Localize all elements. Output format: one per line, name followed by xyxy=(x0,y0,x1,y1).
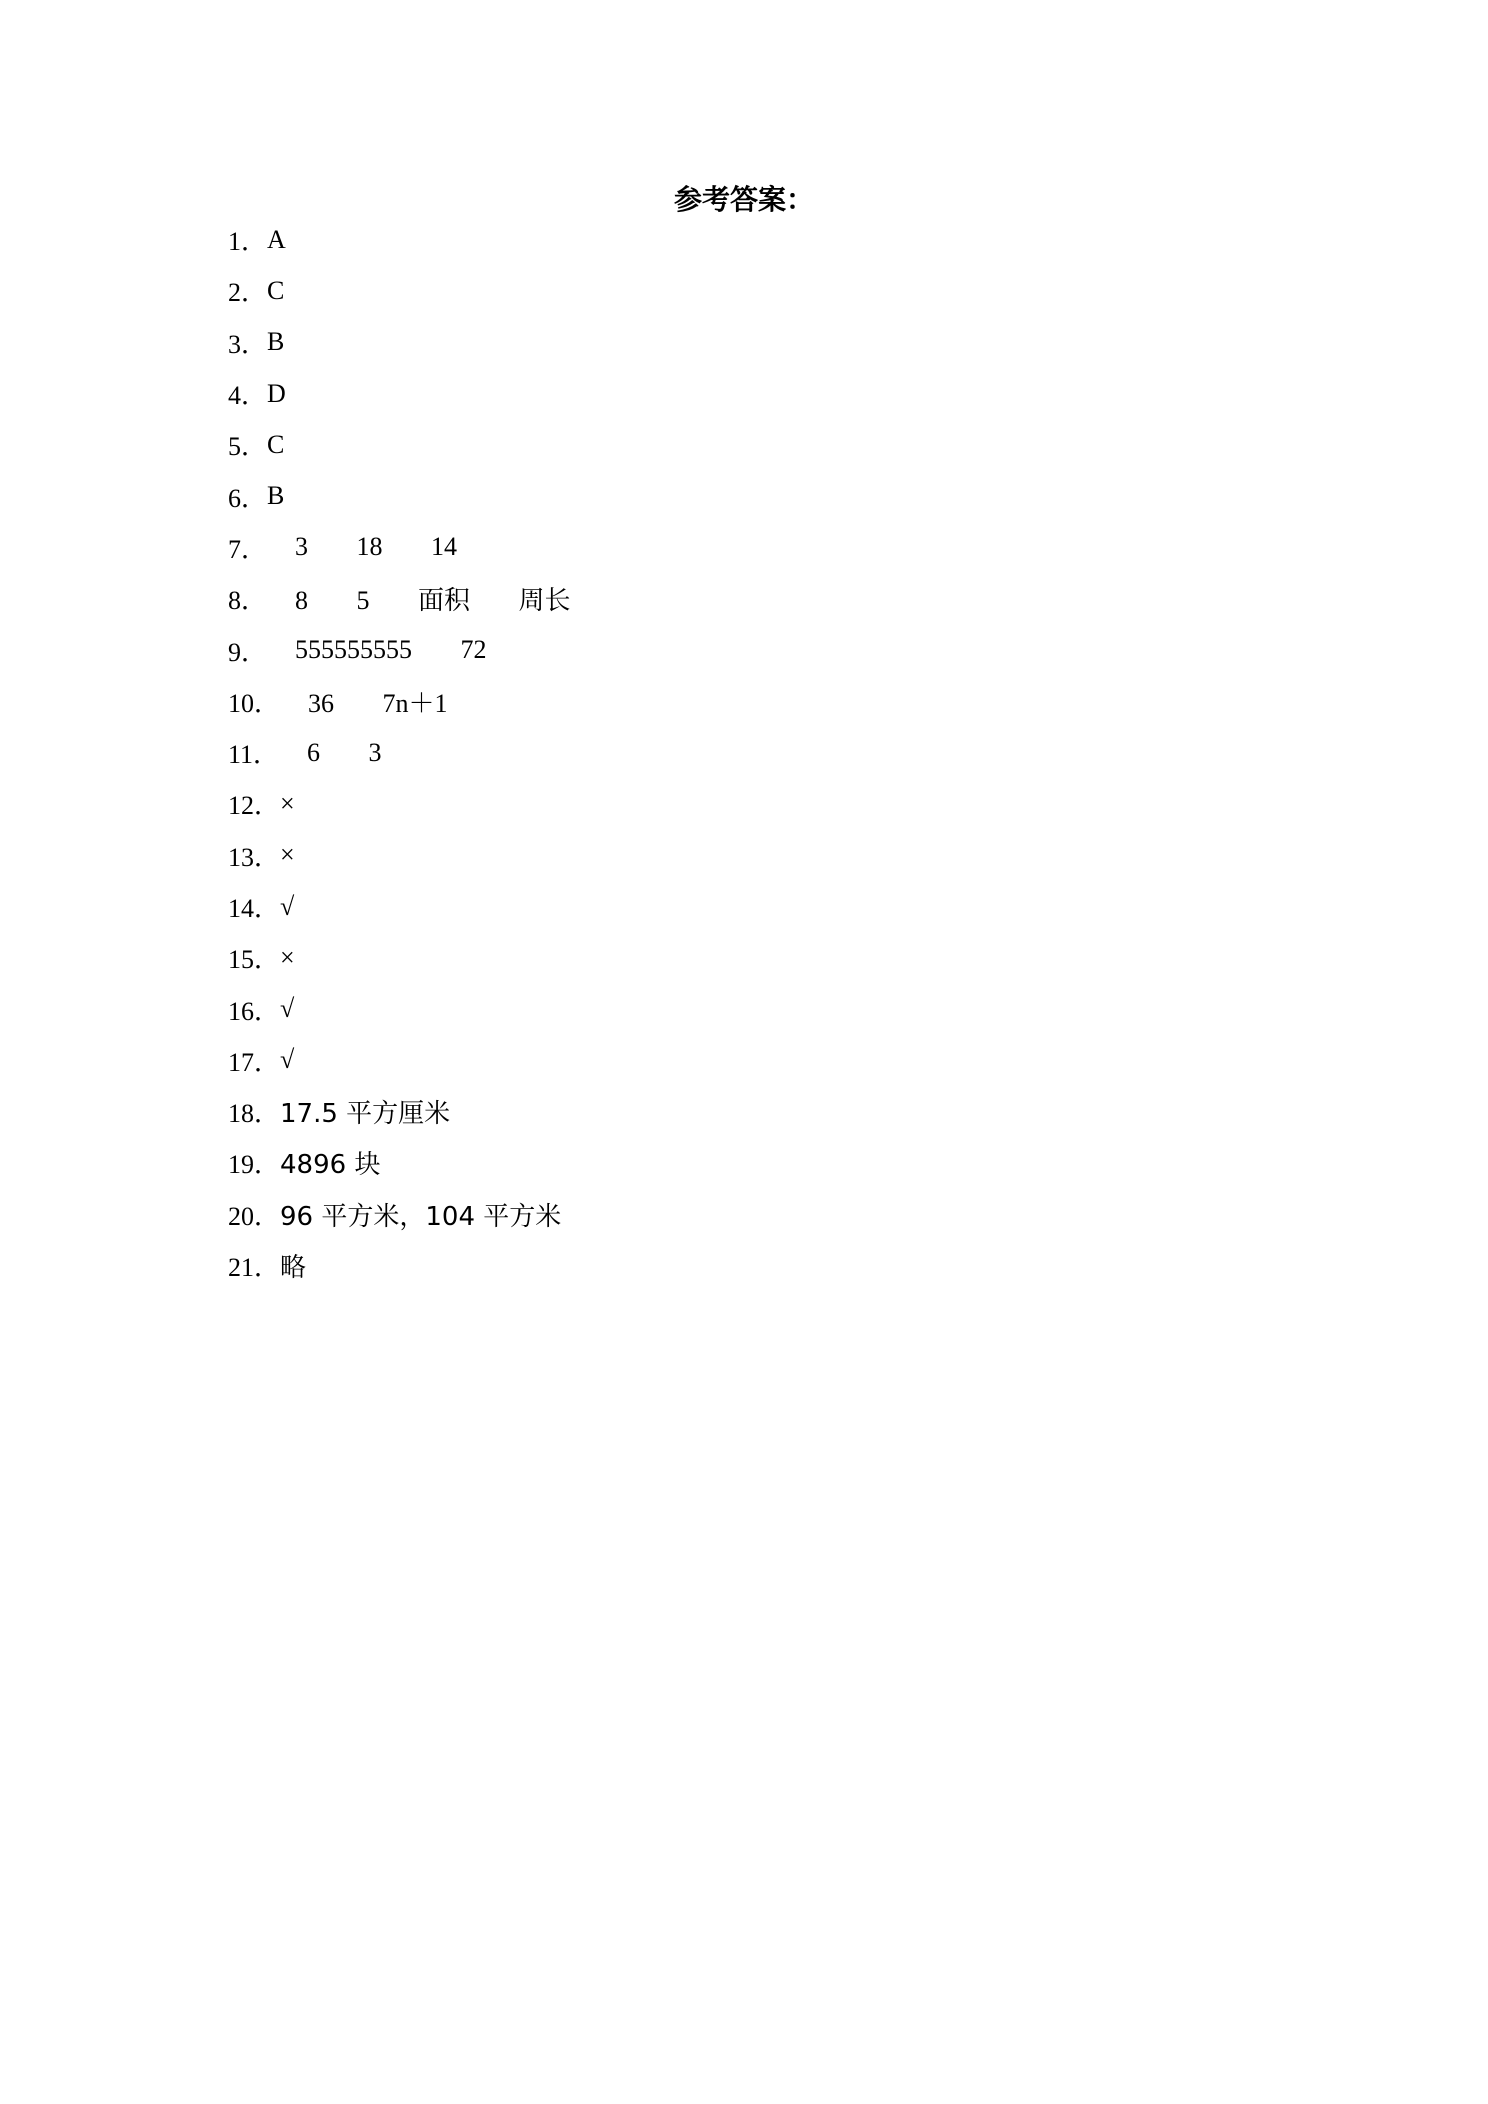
answer-item xyxy=(228,317,613,368)
answer-blank: 3 xyxy=(295,532,309,562)
check-mark: √ xyxy=(280,994,295,1024)
cross-mark: × xyxy=(280,942,295,972)
answer-blank: 7n＋1 xyxy=(382,688,448,718)
answer-number: 14． xyxy=(228,894,281,923)
answer-blank: 面积 xyxy=(418,586,471,617)
answer-blank: 14 xyxy=(431,532,458,562)
answer-number: 2． xyxy=(228,278,268,308)
cross-mark: × xyxy=(280,840,295,870)
answer-item xyxy=(228,932,613,983)
answer-item xyxy=(228,1240,613,1291)
answer-number: 18． xyxy=(228,1099,281,1129)
answer-item xyxy=(228,368,613,419)
answer-number: 17． xyxy=(228,1047,281,1077)
answer-blank: 5 xyxy=(356,586,370,616)
answer-item xyxy=(228,881,613,932)
answer-item xyxy=(228,522,613,573)
answer-item xyxy=(228,419,613,470)
answer-item xyxy=(228,573,613,624)
answer-item xyxy=(228,1086,613,1137)
answer-item xyxy=(228,983,613,1034)
answer-item xyxy=(228,830,613,881)
check-mark: √ xyxy=(280,891,295,921)
answer-blank: 6 xyxy=(307,737,321,767)
answer-number: 9． xyxy=(228,637,268,667)
answer-number: 15． xyxy=(228,945,281,975)
answer-item xyxy=(228,624,613,675)
answer-number: 6． xyxy=(228,483,268,513)
answer-blank: 555555555 xyxy=(295,635,413,665)
answer-blank: 18 xyxy=(356,532,383,562)
answer-blank: 3 xyxy=(368,737,382,767)
answer-number: 12． xyxy=(228,791,281,821)
answer-number: 19． xyxy=(228,1150,281,1180)
answer-number: 21． xyxy=(228,1253,281,1283)
cross-mark: × xyxy=(280,788,295,818)
answer-blank: 72 xyxy=(460,635,487,665)
answer-text: B xyxy=(267,327,285,357)
answer-item xyxy=(228,676,613,727)
answer-text: C xyxy=(267,275,285,305)
answer-text: 略 xyxy=(280,1253,307,1284)
answer-item xyxy=(228,1189,613,1240)
check-mark: √ xyxy=(280,1045,295,1075)
answer-blank: 36 xyxy=(308,688,335,718)
answer-list xyxy=(228,214,613,1291)
answer-number: 10． xyxy=(228,688,281,718)
answer-item xyxy=(228,265,613,316)
answer-item xyxy=(228,727,613,778)
answer-text: 17.5 平方厘米 xyxy=(280,1099,451,1130)
answer-text: 4896 块 xyxy=(280,1150,381,1181)
answer-item xyxy=(228,1035,613,1086)
answer-item xyxy=(228,214,613,265)
answer-text: B xyxy=(267,481,285,511)
answer-text: 96 平方米，104 平方米 xyxy=(280,1201,562,1232)
answer-number: 20． xyxy=(228,1201,281,1231)
answer-text: C xyxy=(267,429,285,459)
answer-blank: 8 xyxy=(295,586,309,616)
page-title: 参考答案： xyxy=(673,183,814,216)
answer-item xyxy=(228,1137,613,1188)
answer-number: 8． xyxy=(228,586,268,616)
answer-number: 1． xyxy=(228,227,268,257)
answer-item xyxy=(228,778,613,829)
answer-text: D xyxy=(267,378,286,408)
answer-number: 13． xyxy=(228,842,281,872)
answer-number: 5． xyxy=(228,432,268,462)
answer-number: 11． xyxy=(228,740,280,770)
answer-text: A xyxy=(267,224,286,254)
answer-number: 16． xyxy=(228,996,281,1026)
answer-number: 7． xyxy=(228,534,268,564)
answer-number: 4． xyxy=(228,381,268,411)
answer-blank: 周长 xyxy=(518,586,571,617)
answer-number: 3． xyxy=(228,329,268,359)
answer-item xyxy=(228,470,613,521)
